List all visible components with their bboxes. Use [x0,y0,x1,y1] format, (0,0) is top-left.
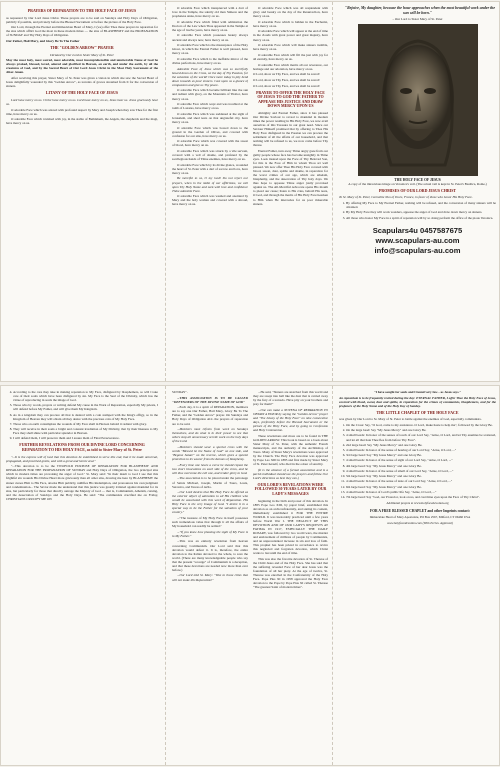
promise-item: 6. As in a kingdom they can procure all that is desired with a coin stamped with the King's effigy, so in the Kingdom of Heaven they will obtain all they desire with the precious coin of My Holy Face. [13,413,158,421]
litany-invocation: O adorable Face which by its divine glance, wounded the heart of St. Peter with a dart of sorrow and love, have mercy on us. [172,162,248,175]
revelation-text: ...Our Lord desires that His Holy Face be offered as the exterior object of adoration to all His children who would be associated with this work of Reparation. His Holy Face is the very Image of God. "I desire it in a special way to be the Father for the salvation of your country." [172,490,248,515]
front-column-3 [339,6,496,379]
contact-name-phone: Scapulars4u 0457587675 [372,225,463,235]
litany-invocation: O adorable Face which will make sinners tremble, have mercy on us. [253,43,328,52]
promise-item: 5. Those who by words, prayers or writing defend My cause in the Work of Reparation, especially My priests, I will defend before My Father, and will give them My Kingdom. [13,403,158,411]
back-column-3 [339,390,496,763]
revelation-text: ...He said, "Sinners are snatched from this world and they are swept into hell like the dust that is carried away by the fury of a tornado. Have pity on your brothers and pray for them!" [253,390,328,407]
litany-invocation: O adorable Face which will fill the just with joy for all eternity, have mercy on us. [253,52,328,61]
chaplet-step: 2. On the large bead: Say "My Jesus Mercy" and one Glory Be. [346,428,496,432]
image-description: A copy of the miraculous image on Veronica's veil. (The actual veil is kept in St. Peter's Basilica, Rome.) [348,181,487,186]
revelation-quote: "...This devotion is to be the TWOFOLD PURPOSE OF REPARATION FOR BLASPHEMY AND REPARATION FOR THE PROFANATION OF SUNDAY and Holy Days of Obligation, the two principal sins which in modern times are provoking the anger of God." St. Mary said: "In their insult to God I see that this frightful sin wounds His Divine Heart more grievously than all other sins, drawing me here by BLASPHEMY the sinner curses Him to His Face, attacks Him publicly, nullifies His Redemption, and pronounces his own judgment and condemnation... The Savior made me understand that this justice was greatly irritated against mankind for its sins, but particularly for those that directly outrage the Majesty of God — that is, Communism, Atheism, cursing, and the desecration of Sundays and the Holy Days. He said: "The communists crucified me on Friday, CHRISTIANS CRUCIFY ME ON [6,464,158,501]
revelation-text: ...Members should wear a special cross with the words "Blessed be the Name of God" on one side, and "Begone Satan!" on the reverse, which gives a special protection to its wearer from the demons of blasphemy. [172,444,248,462]
intro-paragraph: as requested by Our Lord Jesus Christ. These prayers are to be said on Sundays and Holy Days of Obligation, publicly if possible, and privately before the Blessed Sacrament or before the picture of the Holy Face. [6,15,158,24]
sought-souls-quote: "I have sought for souls and I found very few... as Jesus says." [373,390,462,394]
revelation-text: ...Our Lord told Sr. Mary: "Woe to those cities that will not make this Reparation!" [172,573,248,582]
litany-invocation: O adorable Face which is the masterpiece of the Holy Ghost, in which the Eternal Father is well pleased, have mercy on us. [172,43,248,56]
offer-holy-face-prayer: Almighty and Eternal Father, since it has pleased Our Divine Saviour to reveal to mankind in modern times the power residing in His Holy Face, we now avail ourselves of this Treasure in our great need. Since our Saviour Himself promised that by offering to Thee His Holy Face disfigured in the Passion we can procure the settlement of all the affairs of our household, and that nothing will be refused to us, we now come before Thy throne. [253,110,328,148]
litany-response: O Lord, show us Thy Face, and we shall be saved! [253,83,320,88]
revelation-text: ...Members must refrain from work on Sundays themselves, and do what is in their power to see that others stop all unnecessary servile work on the holy days of the Lord. [172,427,248,444]
fold-line [332,386,333,765]
quote-attribution: – Our Lord to Sister Mary of St. Peter [392,16,443,21]
litany-invocation: O adorable Face which is hidden in the Eucharist, have mercy on us. [253,19,328,28]
promise-item: 3. All those who honor My Face in a spirit of reparation will by so doing perform the office of the pious Veronica. [346,216,496,220]
chaplet-step: 5. 4 small beads: In honor of the sense of hearing of our Lord Say, "Arise, O Lord, ..." [346,448,496,452]
apostolate-website[interactable]: www.holyfacedevotion.com (With Eccles. Approval) [387,520,453,525]
pamphlet-front-side [0,1,500,382]
litany-invocation: O adorable Face which merits all our reverence, our homage and our adoration, have mercy on us. [253,62,328,71]
fold-line [165,386,166,765]
chaplet-step: 3. 4 small beads: In honor of the senses of touch of our Lord Say, "Arise, O Lord, and let Thy enemies be scattered, and let all that hate Thee flee from before Thy Face". [346,433,496,441]
revelation-text: ..."The treasure of My Holy Face in itself possesses such tremendous value that through it all the affairs of My household can readily be settled." [172,516,248,529]
litany-invocation: O adorable Face which was covered with the sweat of blood, have mercy on us. [172,139,248,148]
chaplet-step: 1. On the Cross: Say, "O God, come to my assistance. O Lord, make haste to help me", followed by the Glory Be. [346,423,496,427]
back-column-2 [172,390,248,763]
promises-list [339,201,496,220]
chaplet-step: 6. 3rd large bead: Say "My Jesus Mercy" and one Glory Be. [346,453,496,457]
chaplet-step: 10. 5th large bead: Say "My Jesus Mercy" and one Glory Be. [346,474,496,478]
offer-holy-face-heading: PRAYER TO OFFER THE HOLY FACE OF JESUS TO GOD THE FATHER TO APPEASE HIS JUSTICE AND DRAW DOWN MERCY UPON US [256,90,325,109]
revelation-text: ...Every time one hears a curse he should repeat the two short invocations on each side of the cross, and he will thus overcome the evil one, and render glory to God. [172,462,248,475]
st-therese-text: This was also the favorite devotion of St. Therese of the Child Jesus and of the Holy Face. She has said that the suffering revealed Face of her dear Jesus was the foundation of all her piety. At the age of twelve, St. Therese was enrolled in the Confraternity of the Holy Face. Pope Pius XI in 1958 approved the Holy Face devotion to the Pope by Pope Pius XI called St. Therese "The greatest Saint of modern times". [253,556,328,590]
image-title: THE HOLY FACE OF JESUS [394,177,441,182]
litany-invocation: O adorable Face which was bowed down to the ground in the Garden of Olives, and covered with confusion for our sins, have mercy on us. [172,125,248,138]
chaplet-step: 14. 7th large bead: Say "God, our Protector, look on us, and cast thine eyes upon the Face of Thy Christ". [346,495,496,499]
revelation-text: ...This was an entirely revelation from heaven concerning Communism. Our Lord said that this devotion would defeat it. It is, therefore, the entire devotion to the Italian devoted to the whole, to save the world. (There are many knowledgeable people who say that the present "scourge" of Communism is a deception, and that these devotions are needed now more than ever before.) [172,539,248,572]
little-chaplet-heading: THE LITTLE CHAPLET OF THE HOLY FACE [376,410,459,415]
litany-response: O Lord, show us Thy Face, and we shall be saved! [253,72,320,77]
litany-intro: Lord have mercy on us. Christ have mercy on us. Lord have mercy on us, Jesus hear us. Jesus graciously hear us. [6,97,158,106]
our-lady-messages-heading: OUR LORD'S REVELATIONS WERE FOLLOWED 30 YEARS LATER BY OUR LADY'S MESSAGES [254,482,327,496]
litany-heading: LITANY OF THE HOLY FACE OF JESUS [45,91,119,96]
promise-item: 8. They will receive in their souls a bright and constant irradiation of My Divinity, that by their likeness to My Face they shall shine with particular splendor in Heaven. [13,427,158,435]
promises-continued-list [6,390,158,440]
golden-arrow-vision: After receiving this prayer, Sister Mary of St. Peter was given a vision in which she saw the Sacred Heart of Jesus delightfully wounded by this "Golden Arrow", as torrents of graces streamed from It for the conversion of sinners. [6,76,158,89]
chaplet-step: 9. 4 small beads: In honor of the sense of smell of our Lord Say, "Arise, O Lord, ..." [346,469,496,473]
chaplet-step: 11. 4 small beads: In honor of the sense of taste of our Lord Say, "Arise, O Lord, ..." [346,479,496,483]
revelation-quote: "...It is the express will of God that this devotion be established to serve this end, that it be made universal, propagated, and practised gratis, and with a great and heroic zeal." [6,454,158,463]
further-revelations-heading: FURTHER REVELATIONS FROM OUR DIVINE LORD CONCERNING REPARATION TO HIS HOLY FACE, as told to Sister Mary of St. Peter [19,443,145,453]
revelation-text: (It is the absence of a formal association and is a parish individual should use the prayers and follow Our Lord's directions as best they can.) [253,467,328,480]
eternal-father-prayer: An Apostolate is to be frequently recited during the day: ETERNAL FATHER, I offer Thee the Holy Face of Jesus, covered with blood, sweat, dust and spittle, in reparation for the crimes of communists, blasphemers, and for the profaners of the Holy Name and of the Holy Day of Sunday. [339,395,496,408]
holy-face-illustration [359,25,477,175]
litany-invocation: O adorable Face which was saddened at the sight of Jerusalem, and shed tears on that ungrateful city, have mercy on us. [172,111,248,124]
litany-invocation: O adorable Face which was all resplendent with glory and beauty on the day of the Resurrection, have mercy on us. [253,6,328,19]
offer-holy-face-prayer: Eternal Father, turn away Thine angry gaze from our guilty people whose face has become unsightly in Thine eyes. Look instead upon the Face of Thy Beloved Son, for this is the Face of Him in whom Thou art well pleased. We now offer Thee His Holy Face covered with blood, sweat, dust, spittle and shame, in reparation for the worst crimes of our age, which are atheism, blasphemy, and the desecration of Thy holy days. We thus hope to appease Thine anger justly provoked against us. The All-Merciful Advocate opens His mouth to plead our cause; listen to His cries, behold His tears, O God, and through the merits of His Holy Face hearken to Him when He intercedes for us poor miserable sinners. [253,148,328,206]
litany-invocation: O adorable Face which was adored with profound respect by Mary and Joseph when they saw Thee for the first time, have mercy on us. [6,107,158,116]
litany-invocation: O adorable Face which ravished with joy, in the stable of Bethlehem, the Angels, the shepherds and the magi, have mercy on us. [6,117,158,126]
chaplet-intro: was given by Our Lord to Sr. Mary of St. Peter to battle against the enemies of God, especially communists. [339,417,482,422]
golden-arrow-heading: THE "GOLDEN ARROW" PRAYER [50,46,114,51]
litany-invocation: O adorable Face which wept and was troubled at the tomb of Lazarus, have mercy on us. [172,102,248,111]
revelation-text: SUNDAY". [172,390,188,394]
golden-arrow-subheading: Dictated by Our Lord to Sister Mary of St. Peter [50,52,114,57]
promises-heading: PROMISES OF OUR LORD JESUS CHRIST [379,188,456,193]
revelation-text: ...The association is to be placed under the patronage of Saints Michael, Joseph, Martin of Tours, Louis, Veronica, and Teresa of Avila. [172,476,248,489]
promise-item: 4. According to the care they take in making reparation to My Face, disfigured by blasphemers, so will I take care of their souls which have been disfigured by sin. My Face is the Seal of the Divinity, which has the virtue of reproducing in souls the image of God. [13,390,158,402]
litany-invocation: O adorable Face which transpierced with a dart of love in the Temple, the saintly old man Simeon and the prophetess Anna, have mercy on us. [172,6,248,19]
back-column-2b [253,390,328,763]
promises-intro: To Sr. Mary of St. Peter, Carmelite Nun of Tours, France, in favor of those who honor His Holy Face. [339,195,473,200]
litany-italic-prayer: Be merciful to us, O my God! Do not reject our prayers, when in the midst of our afflictions, we call upon Thy Holy Name and seek with love and confidence Thine adorable Face. [172,176,248,193]
free-chaplet-offer: FOR A FREE BLESSED CHAPLET and other Imprints contact: [370,509,470,514]
holy-face-image [358,24,478,176]
chaplet-step: 12. 6th large bead: Say "My Jesus Mercy" and one Glory Be. [346,485,496,489]
golden-arrow-prayer: May the most holy, most sacred, most adorable, most incomprehensible and unutterable Name of God be always praised, blessed, loved, adored and glorified in Heaven, on earth, and under the earth, by all the creatures of God, and by the Sacred Heart of Our Lord Jesus Christ in the Most Holy Sacrament of the Altar. Amen. [6,58,158,75]
pamphlet-back-side [0,385,500,766]
back-column-1 [6,390,158,763]
litany-invocation: O adorable Face which possesses beauty always ancient and always new, have mercy on us. [172,33,248,42]
litany-invocation: O adorable Face which filled with admiration the Doctors of the Law when Thou appeared in the Temple at the age of twelve years, have mercy on us. [172,19,248,32]
litany-invocation: O adorable Face which is the ineffable mirror of the divine perfections, have mercy on us. [172,56,248,65]
front-column-2 [172,6,248,379]
promise-item: 9. I will defend them, I will preserve them and I assure them of Final Perseverance. [13,436,158,440]
litany-invocation: O adorable Face which became brilliant like the sun and radiant with glory, on the Mountain of Thabor, have mercy on us. [172,88,248,101]
front-column-1 [6,6,158,379]
litany-invocation: O adorable Face which was struck by a vile servant, covered with a veil of shame, and profaned by the sacrilegious hands of Thine enemies, have mercy on us. [172,148,248,162]
chaplet-step: 7. 4 small beads: In honor of the sense of sight of our Lord Say, "Arise, O Lord, ..." [346,458,496,462]
fold-line [165,2,166,381]
chaplet-steps [339,423,496,499]
novena-text: ...One can make a NOVENA OF REPARATION TO OBTAIN A FAVOR by saying the "Golden Arrow" prayer and "The Litany of the Holy Face" on nine consecutive days, preferably before the Blessed Sacrament or the picture of the Holy Face, and by going to Confession and Holy Communion. [253,407,328,433]
litany-response: O Lord, show us Thy Face, and we shall be saved! [253,77,320,82]
offering-paragraph: Our Lord, through the Eternal and Immaculate Heart of Mary, I (we) offer Thee these prayers in reparation for the sins which afflict God the most in these modern times — the sins of BLASPHEMY and the PROFANATION of SUNDAY and Thy Holy Days of Obligation. [6,25,158,38]
apostolate-address: Immaculate Heart of Mary Apostolate, PO Box 2567, Milford, CT 06460 USA [369,515,471,520]
front-column-2b [253,6,328,379]
revelation-text: ...THIS ASSOCIATION IS TO BE CALLED "DEFENDERS OF THE DIVINE NAME OF GOD" [172,395,248,404]
litany-invocation: O adorable Face which was washed and anointed by Mary and the holy women and covered with a shroud, have mercy on us. [172,194,248,207]
prayers-of-reparation-heading: PRAYERS OF REPARATION TO THE HOLY FACE OF JESUS [27,9,137,13]
rejoice-quote: "Rejoice, My daughter, because the hour approaches when the most beautiful work under the sun will be born." [344,6,496,15]
contact-website[interactable]: www.scapulars-au.com [375,235,460,245]
promise-item: 7. Those who on earth contemplate the wounds of My Face shall in Heaven behold it radiant with glory. [13,422,158,426]
fold-line [332,2,333,381]
chaplet-step: 4. 2nd large bead: Say "My Jesus Mercy" and one Glory Be. [346,443,496,447]
litany-invocation: O adorable Face which will appear at the end of time in the clouds with great power and great majesty, have mercy on us. [253,29,328,42]
image-caption [339,178,496,186]
contact-block [339,226,496,256]
chaplet-step: 8. 4th large bead: Say "My Jesus Mercy" and one Glory Be. [346,464,496,468]
revelation-text: ...Each day, it is a spirit of REPARATION, members are to say one Our Father, Hail Mary, Glory Be To The Father, and the "Golden Arrow" prayer. On Sundays and Holy Days of Obligation ALL the prayers of reparation are to be said. [172,405,248,426]
opening-prayers: Our Father, Hail Mary, and Glory Be To The Father [6,39,80,44]
promise-item: 2. By My Holy Face they will work wonders, appease the anger of God and draw down mercy on sinners. [346,210,496,214]
contact-email[interactable]: info@scapulars-au.com [374,245,461,255]
revelation-text: These revelations and more are to be found in THE GOLDEN ARROW. This book is based on a book about Sister Mary of St. Peter, with the authentic French manuscripts, and the authority of the Archbishop of Tours. Many of Sister Mary's revelations were approved by the Church. The Holy Face devotion was approved by Pope Leo XIII in 1885 and first made by Sister Mary of St. Peter herself, who died in the odour of sanctity. [253,433,328,466]
revelation-text: ..."If you knew how pleasing the sight of My Face is to My Father." [172,529,248,538]
revelation-text: beginning in the birth and power of this devotion. In 1885 Pope Leo XIII, by papal brief, established this devotion as an archconfraternity, and stating its content, immediately established it FOR THE ENTIRE WORLD. It was inexorably practiced until a few years before World War I. THE NEGLECT OF THIS DEVOTION AND OF OUR LADY'S REQUESTS AT FATIMA IN 1917, ESPECIALLY THE DAILY ROSARY, was followed by two world wars, the murder and enslavement of millions of people by Communists, and an unprecedented increase in sin and loss of faith. This prophet has been prized in accordance to revive this neglected and forgotten devotion, which Christ wants to last until the end of time. [253,498,328,556]
additional-prayers-note: Additional prayers at www.holyfacedevotion.org [386,501,449,506]
promise-item: 1. By offering My Face to My Eternal Father, nothing will be refused, and the conversion of many sinners will be obtained. [346,201,496,209]
litany-italic-prayer: Adorable Face of Jesus which was so mercifully bowed down on the Cross, on the day of Thy Passion, for the salvation of the world! Once more today in pity bend down towards us poor sinners. Cast upon us a glance of compassion and give us Thy peace. [172,66,248,87]
chaplet-step: 13. 4 small beads: In honor of Lord's public life Say, "Arise, O Lord, ..." [346,490,496,494]
